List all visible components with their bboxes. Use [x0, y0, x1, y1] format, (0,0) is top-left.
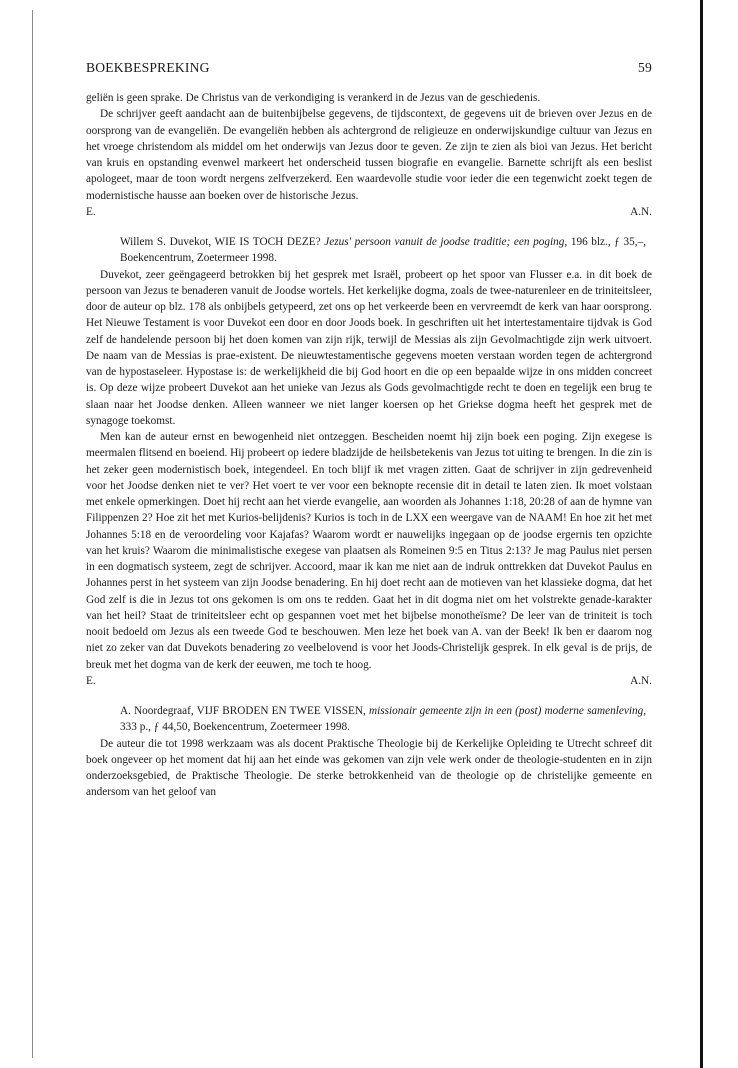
- signature-right: A.N.: [630, 674, 652, 687]
- book-details: 196 blz., ƒ 35,–, Boekencentrum, Zoetermeer 1998.: [120, 236, 647, 265]
- paragraph: Duvekot, zeer geëngageerd betrokken bij het gesprek met Israël, probeert op het spoor van Flusser e.a. in dit boek de persoon van Jezus te benaderen vanuit de Joodse wortels. Het kerkelijke dogma, zoals de twee-naturenleer en de triniteitsleer, door de auteur op blz. 178 als onbijbels getypeerd, zet ons op het verkeerde been en vervreemdt de kerk van haar oorsprong. Het Nieuwe Testament is voor Duvekot een door en door Joods boek. In geschriften uit het intertestamentaire tijdvak is God zelf de handelende persoon bij het doen komen van zijn rijk, terwijl de Messias als zijn Gevolmachtigde zijn werk uitvoert. De naam van de Messias is prae-existent. De nieuwtestamentische gegevens moeten verstaan worden tegen de achtergrond van de hypostaseleer. Hypostase is: de werkelijkheid die bij God hoort en die op een bepaalde wijze in ons midden concreet is. Op deze wijze probeert Duvekot aan het unieke van Jezus als Gods gevolmachtigde recht te doen en tegelijk een brug te slaan naar het Joodse denken. Alleen wanneer we niet langer koersen op het Griekse dogma heeft het gesprek met de synagoge toekomst.: [86, 268, 652, 427]
- book-details: 333 p., ƒ 44,50, Boekencentrum, Zoetermeer 1998.: [120, 721, 350, 734]
- paragraph: De auteur die tot 1998 werkzaam was als docent Praktische Theologie bij de Kerkelijke Opleiding te Utrecht schreef dit boek ongeveer op het moment dat hij aan het einde was gekomen van zijn vele werk onder de theologie-studenten en in zijn onderzoeksgebied, de Praktische Theologie. De sterke betrokkenheid van de theologie op de christelijke gemeente en andersom van het geloof van: [86, 737, 652, 799]
- section-title: BOEKBESPREKING: [86, 60, 210, 75]
- review-3-heading: [86, 703, 652, 736]
- review-3-body: [86, 736, 652, 801]
- review-2-signature: [86, 673, 652, 689]
- paragraph: De schrijver geeft aandacht aan de buitenbijbelse gegevens, de tijdscontext, de gegevens uit de brieven over Jezus en de oorsprong van de evangeliën. De evangeliën hebben als achtergrond de religieuze en onderwijskundige cultuur van Jezus en het vroege christendom als middel om het onderwijs van Jezus door te geven. Ze zijn te zien als bioi van Jezus. Het bericht van kruis en opstanding evenwel markeert het onderscheid tussen biografie en evangelie. Barnette schrijft als een beslist apologeet, maar de toon wordt nergens zelfverzekerd. Een waardevolle studie voor ieder die een tegenwicht zoekt tegen de modernistische hausse aan boeken over de historische Jezus.: [86, 108, 652, 202]
- paragraph: geliën is geen sprake. De Christus van de verkondiging is verankerd in de Jezus van de geschiedenis.: [86, 92, 541, 104]
- book-author-title: Willem S. Duvekot, WIE IS TOCH DEZE?: [120, 236, 321, 248]
- review-2-body: [86, 267, 652, 673]
- book-subtitle: Jezus' persoon vanuit de joodse traditie; een poging,: [324, 236, 568, 248]
- review-1-signature: [86, 204, 652, 220]
- running-header: [86, 60, 652, 76]
- scan-edge-left: [32, 10, 33, 1058]
- review-1-body: [86, 90, 652, 204]
- page: [86, 60, 652, 801]
- paragraph: Men kan de auteur ernst en bewogenheid niet ontzeggen. Bescheiden noemt hij zijn boek een poging. Zijn exegese is meermalen flitsend en boeiend. Hij probeert op iedere bladzijde de heilsbetekenis van Jezus tot uiting te brengen. In die zin is het zeker geen modernistisch boek, integendeel. En toch blijf ik met vragen zitten. Gaat de schrijver in zijn gedrevenheid voor het Joodse denken niet te ver? Het voert te ver voor een beknopte recensie dit in detail te laten zien. Ik moet volstaan met enkele opmerkingen. Doet hij recht aan het vierde evangelie, aan woorden als Johannes 1:18, 20:28 of aan de hymne van Filippenzen 2? Hoe zit het met Kurios-belijdenis? Kurios is toch in de LXX een weergave van de NAAM! En hoe zit het met Johannes 5:18 en de veroordeling voor Kajafas? Waarom wordt er nauwelijks ingegaan op de joodse ergernis ten opzichte van het kruis? Waarom die minimalistische exegese van plaatsen als Romeinen 9:5 en Titus 2:13? Je mag Paulus niet persen in een dogmatisch systeem, zegt de schrijver. Accoord, maar ik kan me niet aan de indruk onttrekken dat Duvekot Paulus en Johannes perst in het systeem van zijn Joodse benadering. En hij doet recht aan de motieven van het klassieke dogma, dat het God zelf is die in Jezus tot ons gekomen is om ons te redden. Gaat het in dit dogma niet om het volstrekte genade-karakter van het heil? Staat de triniteitsleer echt op gespannen voet met het bijbelse monotheïsme? De leer van de triniteit is toch nooit bedoeld om Jezus als een tweede God te beschouwen. Men leze het boek van A. van der Beek! Ik ben er daarom nog niet zo zeker van dat Duvekots benadering zo veelbelovend is voor het Joods-Christelijk gesprek. In elk geval is de prijs, de breuk met het dogma van de kerk der eeuwen, me toch te hoog.: [86, 431, 652, 671]
- signature-left: E.: [86, 674, 96, 687]
- scan-edge-right: [700, 0, 703, 1068]
- signature-right: A.N.: [630, 205, 652, 218]
- book-subtitle: missionair gemeente zijn in een (post) moderne samenleving,: [368, 705, 647, 717]
- page-number: 59: [638, 60, 652, 75]
- review-2-heading: [86, 234, 652, 267]
- book-author-title: A. Noordegraaf, VIJF BRODEN EN TWEE VISSEN,: [120, 705, 366, 717]
- signature-left: E.: [86, 205, 96, 218]
